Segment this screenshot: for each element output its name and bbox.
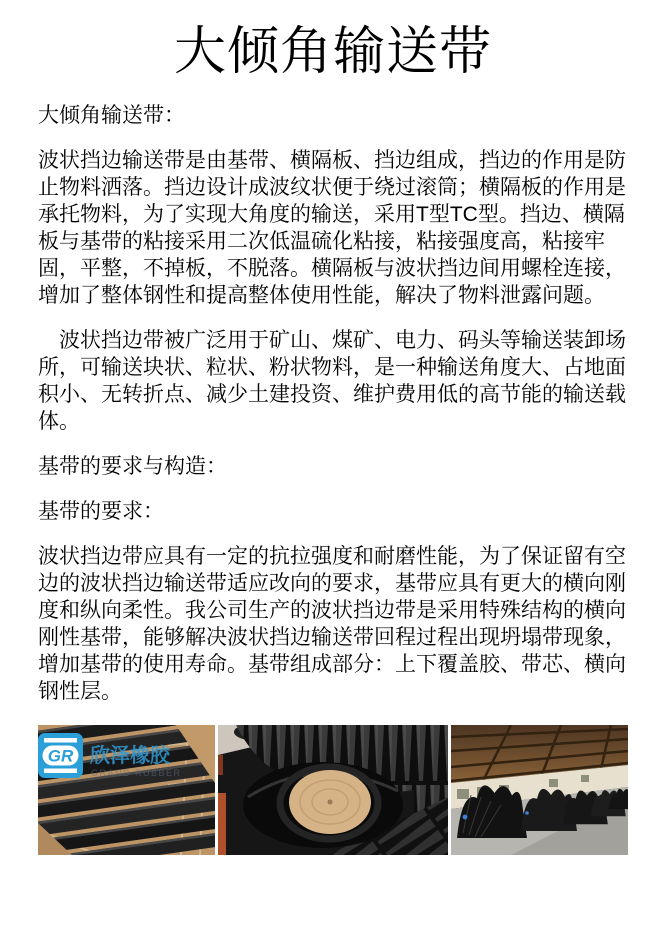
heading-base-belt-requirements: 基带的要求： (38, 500, 164, 523)
document-page (0, 22, 666, 855)
product-photo-strip (38, 725, 628, 855)
sidewall-strips-illustration (38, 725, 215, 855)
photo-sidewall-strips (38, 725, 215, 855)
page-title: 大倾角输送带 (173, 23, 492, 81)
photo-warehouse-belts (451, 725, 628, 855)
belt-loop-illustration (218, 725, 448, 855)
heading-base-belt-requirements-structure: 基带的要求与构造： (38, 455, 227, 478)
paragraph-lead-label: 大倾角输送带： (38, 104, 185, 127)
warehouse-illustration (451, 725, 628, 855)
orange-edge (218, 793, 226, 855)
brand-name-en: GRAND RUBBER (91, 768, 182, 778)
photo-belt-loop-closeup (218, 725, 448, 855)
paragraph-structure: 波状挡边输送带是由基带、横隔板、挡边组成，挡边的作用是防止物料洒落。挡边设计成波纹状便于绕过滚筒；横隔板的作用是承托物料，为了实现大角度的输送，采用T型TC型。挡边、横隔板与基带的粘接采用二次低温硫化粘接，粘接强度高，粘接牢固，平整，不掉板，不脱落。横隔板与波状挡边间用螺栓连接，增加了整体钢性和提高整体使用性能，解决了物料泄露问题。 (38, 149, 626, 307)
logo-monogram: GR (47, 746, 74, 766)
paragraph-applications: 波状挡边带被广泛用于矿山、煤矿、电力、码头等输送装卸场所，可输送块状、粒状、粉状物料，是一种输送角度大、占地面积小、无转折点、减少土建投资、维护费用低的高节能的输送载体。 (38, 329, 626, 433)
orange-edge-upper (218, 755, 223, 775)
brand-name-cn: 欣泽橡胶 (90, 745, 170, 767)
paragraph-base-belt-detail: 波状挡边带应具有一定的抗拉强度和耐磨性能，为了保证留有空边的波状挡边输送带适应改向的要求，基带应具有更大的横向刚度和纵向柔性。我公司生产的波状挡边带是采用特殊结构的横向刚性基带，能够解决波状挡边输送带回程过程出现坍塌带现象，增加基带的使用寿命。基带组成部分：上下覆盖胶、带芯、横向钢性层。 (38, 545, 626, 703)
